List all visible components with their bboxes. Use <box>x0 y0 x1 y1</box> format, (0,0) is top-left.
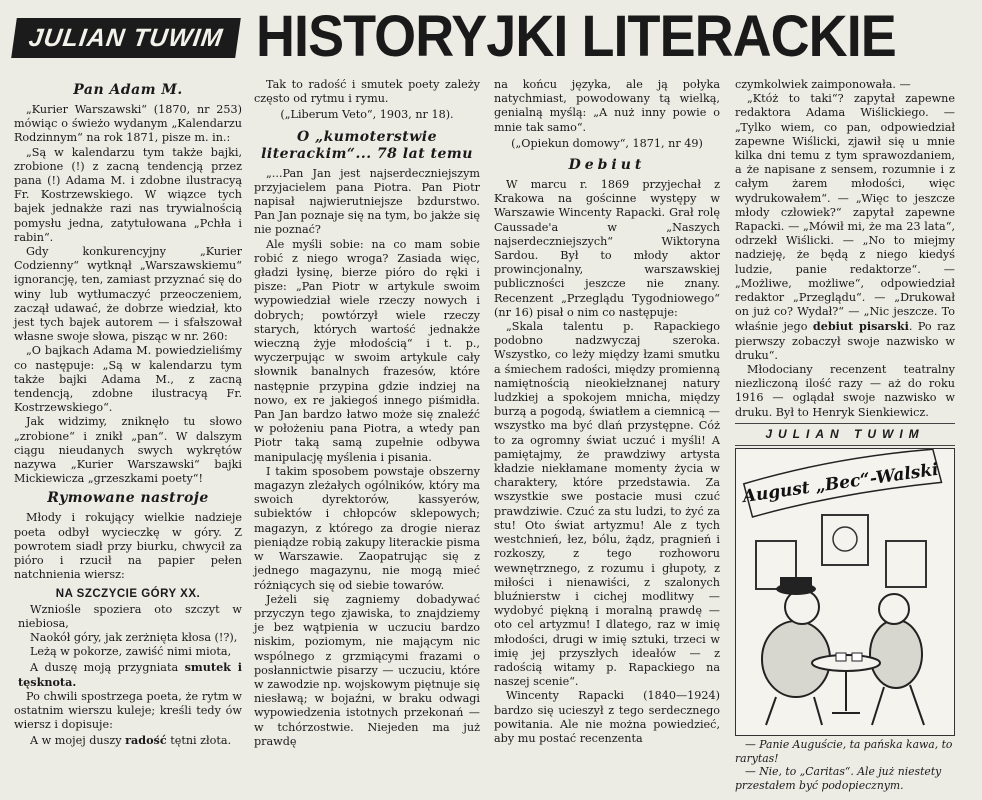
wall-picture-frame <box>886 541 926 587</box>
artist-signature <box>738 449 943 518</box>
paragraph: „Kurier Warszawski“ (1870, nr 253) mówiąc o świeżo wydanym „Kalendarzu Rodzinnym“ na rok 1871, pisze m. in.: <box>14 103 242 145</box>
column-1 <box>14 78 242 748</box>
bold-text: debiut pisarski <box>812 319 909 334</box>
poem-line <box>14 660 242 690</box>
poem-bold-text: radość <box>125 732 167 747</box>
paragraph: „O bajkach Adama M. powiedzieliśmy co następuje: „Są w kalendarzu tym także bajki Adama M., z zacną tendencją, zdobne ilustracyą Fr. Kostrzewskiego“. <box>14 344 242 415</box>
paragraph: „Skala talentu p. Rapackiego podobno nadzwyczaj szeroka. Wszystko, co leży między łzami smutku a śmiechem radości, między promienną namiętnością nieokiełznanej natury ludzkiej a spokojem mnicha, między burzą a pogodą, światłem a ciemnicą — wszystko ma być dlań przystępne. Cóż to za ogromny świat uczuć i myśli! A pamiętajmy, że prawdziwy artysta kładzie niekłamane momenty życia w charaktery, które przedstawia. Za wszystkie swe postacie musi czuć prawdziwie. Czuć za stu ludzi, to żyć za stu! Oto świat artyzmu! Ale z tych westchnień, łez, bólu, żądz, pragnień i rozkoszy, z tego rozhoworu wewnętrznego, z rozumu i głupoty, z miłości i nienawiści, z szalonych bluźnierstw i cichej modlitwy — wydobyć piękną i moralną prawdę — oto cel artyzmu! I dlatego, raz w imię młodości, drugi w imię sztuki, trzeci w imię jej przyszłych ideałów — z radością witamy p. Rapackiego na naszej scenie“. <box>494 320 720 689</box>
poem-text: tętni złota. <box>166 733 232 747</box>
author-banner <box>11 18 241 58</box>
poem-line <box>14 733 242 748</box>
paragraph: Młody i rokujący wielkie nadzieje poeta odbył wycieczkę w góry. Z powrotem siadł przy biurku, chwycił za pióro i rzucił na papier pełen natchnienia wiersz: <box>14 511 242 582</box>
paragraph: na końcu języka, ale ją połyka natychmiast, powodowany tą wielką, genialną myślą: „A nuż inny powie o mnie tak samo“. <box>494 78 720 134</box>
author-signature: JULIAN TUWIM <box>765 426 925 441</box>
poem-bold-text: smutek i tęsknota. <box>18 659 243 689</box>
paragraph-text: „Któż to taki“? zapytał zapewne redaktora Adama Wiślickiego. — „Tylko wiem, co pan, odpowiedział zapewne Wiślicki, zjawił się u mnie kilka dni temu z tym sprawozdaniem, a że napisane z sensem, rozumnie i z całym żarem młodości, więc wydrukowałem“. — „Więc to jeszcze młody człowiek?“ zapytał zapewne Rapacki. — „Mówił mi, że ma 23 lata“, odrzekł Wiślicki. — „No to miejmy nadzieję, że będą z niego kiedyś ludzie, panie redaktorze“. — „Możliwe, możliwe“, odpowiedział redaktor „Przeglądu“. — „Drukował on już co? Wydał?“ — „Nic jeszcze. To właśnie jego <box>735 92 955 334</box>
paragraph: Młodociany recenzent teatralny niezliczoną ilość razy — aż do roku 1916 — oglądał swoje nazwisko w druku. Był to Henryk Sienkiewicz. <box>735 363 955 419</box>
section-heading: Debiut <box>568 157 646 174</box>
seated-man-right <box>870 620 922 688</box>
cartoon-caption <box>735 738 955 792</box>
source-citation: („Opiekun domowy“, 1871, nr 49) <box>511 136 703 150</box>
paragraph <box>735 92 955 363</box>
divider <box>735 445 955 446</box>
column-3 <box>494 78 720 746</box>
paragraph-text: . Po raz pierwszy zobaczył swoje nazwisko w druku“. <box>735 320 955 362</box>
paragraph: „Są w kalendarzu tym także bajki, zrobione (!) z zacną tendencją przez pana (!) Adama M. i zdobne ilustracyą Fr. Kostrzewskiego. W wiązce tych bajek jednakże razi nas trywialnością pomysłu jedna, zatytułowana „Pchła i rabin“. <box>14 145 242 244</box>
author-name: JULIAN TUWIM <box>27 23 225 52</box>
paragraph: Po chwili spostrzega poeta, że rytm w ostatnim wierszu kuleje; kreśli tedy ów wiersz i dopisuje: <box>14 689 242 732</box>
poem-line: Leżą w pokorze, zawiść nimi miota, <box>30 645 232 659</box>
source-citation: („Liberum Veto“, 1903, nr 18). <box>280 108 454 122</box>
poem-text: A duszę moją przygniata <box>30 660 185 674</box>
section-heading: Rymowane nastroje <box>47 490 209 507</box>
paragraph: I takim sposobem powstaje obszerny magazyn zleżałych ogólników, który ma swoich dyrektorów, kassyerów, subiektów i chłopców sklepowych; magazyn, z którego za drogie nieraz pieniądze robią zakupy literackie pisma w Warszawie. Zaopatrując się z jednego magazynu, nie mogą mieć różniących się od siebie towarów. <box>254 464 480 592</box>
column-4 <box>735 78 955 449</box>
page-title: HISTORYJKI LITERACKIE <box>256 4 896 69</box>
paragraph: „...Pan Jan jest najserdeczniejszym przyjacielem pana Piotra. Pan Piotr napisał najwierutniejsze bzdurstwo. Pan Jan poznaje się na tym, bo jakże się nie poznać? <box>254 166 480 237</box>
paragraph: czymkolwiek zaimponowała. — <box>735 78 911 91</box>
divider <box>735 423 955 424</box>
svg-text:August „Bec“-Walski: August „Bec“-Walski <box>741 459 940 508</box>
paragraph: Jak widzimy, zniknęło tu słowo „zrobione“ i znikł „pan“. W dalszym ciągu nieudanych swych wykrętów nazywa „Kurier Warszawski“ bajki Mickiewicza „grzeszkami poety“! <box>14 415 242 486</box>
cartoon-drawing <box>736 449 954 735</box>
paragraph: Jeżeli się zagniemy dobadywać przyczyn tego zjawiska, to znajdziemy je bez wątpienia w uczuciu bardzo niskim, poziomym, nie mającym nic wspólnego z grzmiącymi frazami o posłannictwie pisarzy — uczuciu, które w zawodzie np. wojskowym piętnuje się niesławą; w bojaźni, w braku odwagi wypowiedzenia istotnych przekonań — w tchórzostwie. Niejeden ma już prawdę <box>254 592 480 748</box>
paragraph: Ale myśli sobie: na co mam sobie robić z niego wroga? Zasiada więc, gładzi łysinę, bierze pióro do ręki i pisze: „Pan Piotr w artykule swoim wypowiedział wiele rzeczy nowych i dobrych; powtórzył wiele rzeczy starych, których wartość jednakże wieczną żyje młodością“ i t. p., wyczerpując w swoim artykule cały słownik banalnych frazesów, które następnie przypina gdzie indziej na nowo, ex re jakiegoś innego piśmidła. Pan Jan bardzo łatwo może się znaleźć w położeniu pana Piotra, a wtedy pan Piotr taką samą zupełnie odbywa manipulację myślenia i pisania. <box>254 237 480 464</box>
section-heading: Pan Adam M. <box>73 82 183 98</box>
section-heading: O „kumoterstwie literackim“... 78 lat temu <box>261 128 473 162</box>
paragraph: Wincenty Rapacki (1840—1924) bardzo się ucieszył z tego serdecznego powitania. Ale nie można powiedzieć, aby mu postać recenzenta <box>494 689 720 745</box>
caption-line: — Panie Auguście, ta pańska kawa, to rarytas! <box>735 738 953 765</box>
caption-line: — Nie, to „Caritas“. Ale już niestety przestałem być podopiecznym. <box>735 765 942 792</box>
paragraph: W marcu r. 1869 przyjechał z Krakowa na gościnne występy w Warszawie Wincenty Rapacki. Grał rolę Caussade'a w „Naszych najserdeczniejszych“ Wiktoryna Sardou. Był to młody aktor prowincjonalny, warszawskiej publiczności jeszcze nie znany. Recenzent „Przeglądu Tygodniowego“ (nr 16) pisał o nim co następuje: <box>494 178 720 319</box>
cartoon-illustration <box>735 448 955 736</box>
poem-line: Naokół góry, jak zerżnięta kłosa (!?), <box>30 631 238 645</box>
poem-title: NA SZCZYCIE GÓRY XX. <box>55 587 201 600</box>
paragraph: Tak to radość i smutek poety zależy często od rytmu i rymu. <box>254 78 480 106</box>
poem-line: Wzniośle spoziera oto szczyt w niebiosa, <box>18 602 242 630</box>
column-2 <box>254 78 480 749</box>
poem-text: A w mojej duszy <box>30 733 126 747</box>
wall-picture-frame <box>822 515 868 565</box>
paragraph: Gdy konkurencyjny „Kurier Codzienny“ wytknął „Warszawskiemu“ ignorancję, ten, zamiast przyznać się do winy lub wytłumaczyć przeoczeniem, zaczął udawać, że dobrze wiedział, kto jest tych bajek autorem — i sfałszował własne swoje słowa, pisząc w nr. 260: <box>14 245 242 344</box>
